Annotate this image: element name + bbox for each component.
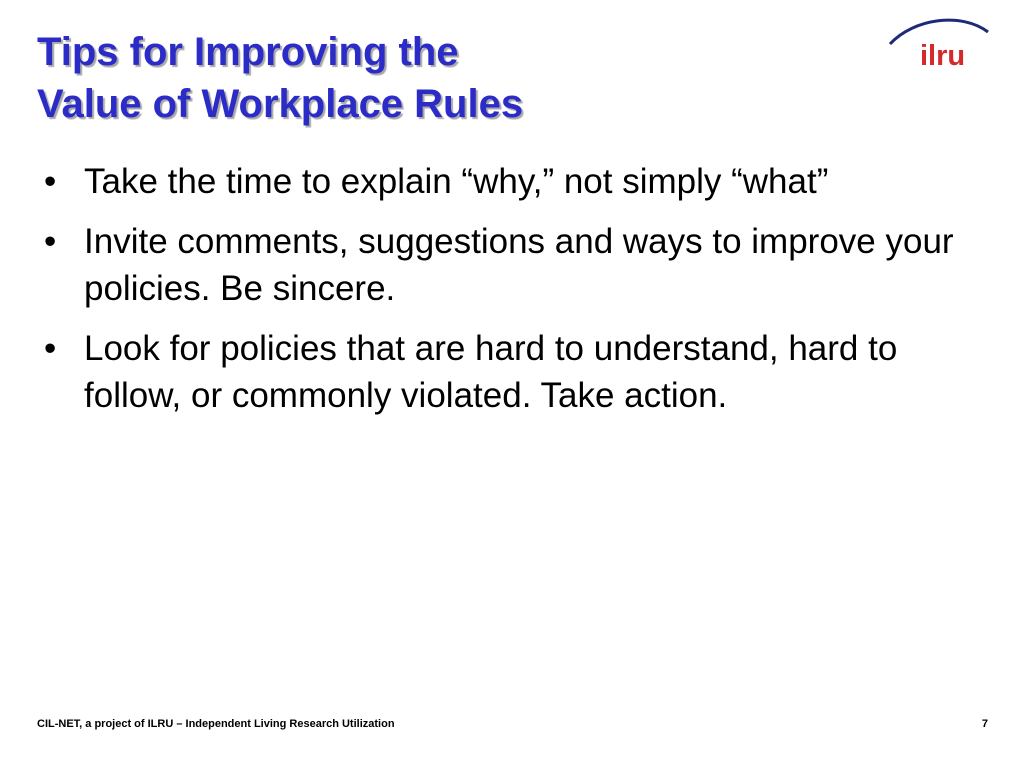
bullet-list — [44, 158, 1004, 432]
bullet-item — [44, 158, 1004, 205]
bullet-marker: • — [44, 222, 57, 261]
page-number: 7 — [981, 718, 988, 730]
bullet-text: Invite comments, suggestions and ways to improve your policies. Be sincere. — [84, 222, 954, 308]
bullet-item — [44, 218, 1004, 312]
slide-title — [37, 26, 523, 130]
bullet-item — [44, 325, 1004, 419]
bullet-text: Take the time to explain “why,” not simply “what” — [84, 162, 829, 201]
ilru-logo — [884, 14, 994, 74]
bullet-marker: • — [44, 162, 57, 201]
slide-title-line-1: Tips for Improving the — [37, 30, 459, 74]
slide-title-line-2: Value of Workplace Rules — [37, 82, 524, 126]
bullet-marker: • — [44, 329, 57, 368]
footer-attribution: CIL-NET, a project of ILRU – Independent Living Research Utilization — [37, 718, 395, 730]
bullet-text: Look for policies that are hard to understand, hard to follow, or commonly violated. Take action. — [84, 329, 898, 415]
logo-text: ilru — [920, 40, 966, 72]
